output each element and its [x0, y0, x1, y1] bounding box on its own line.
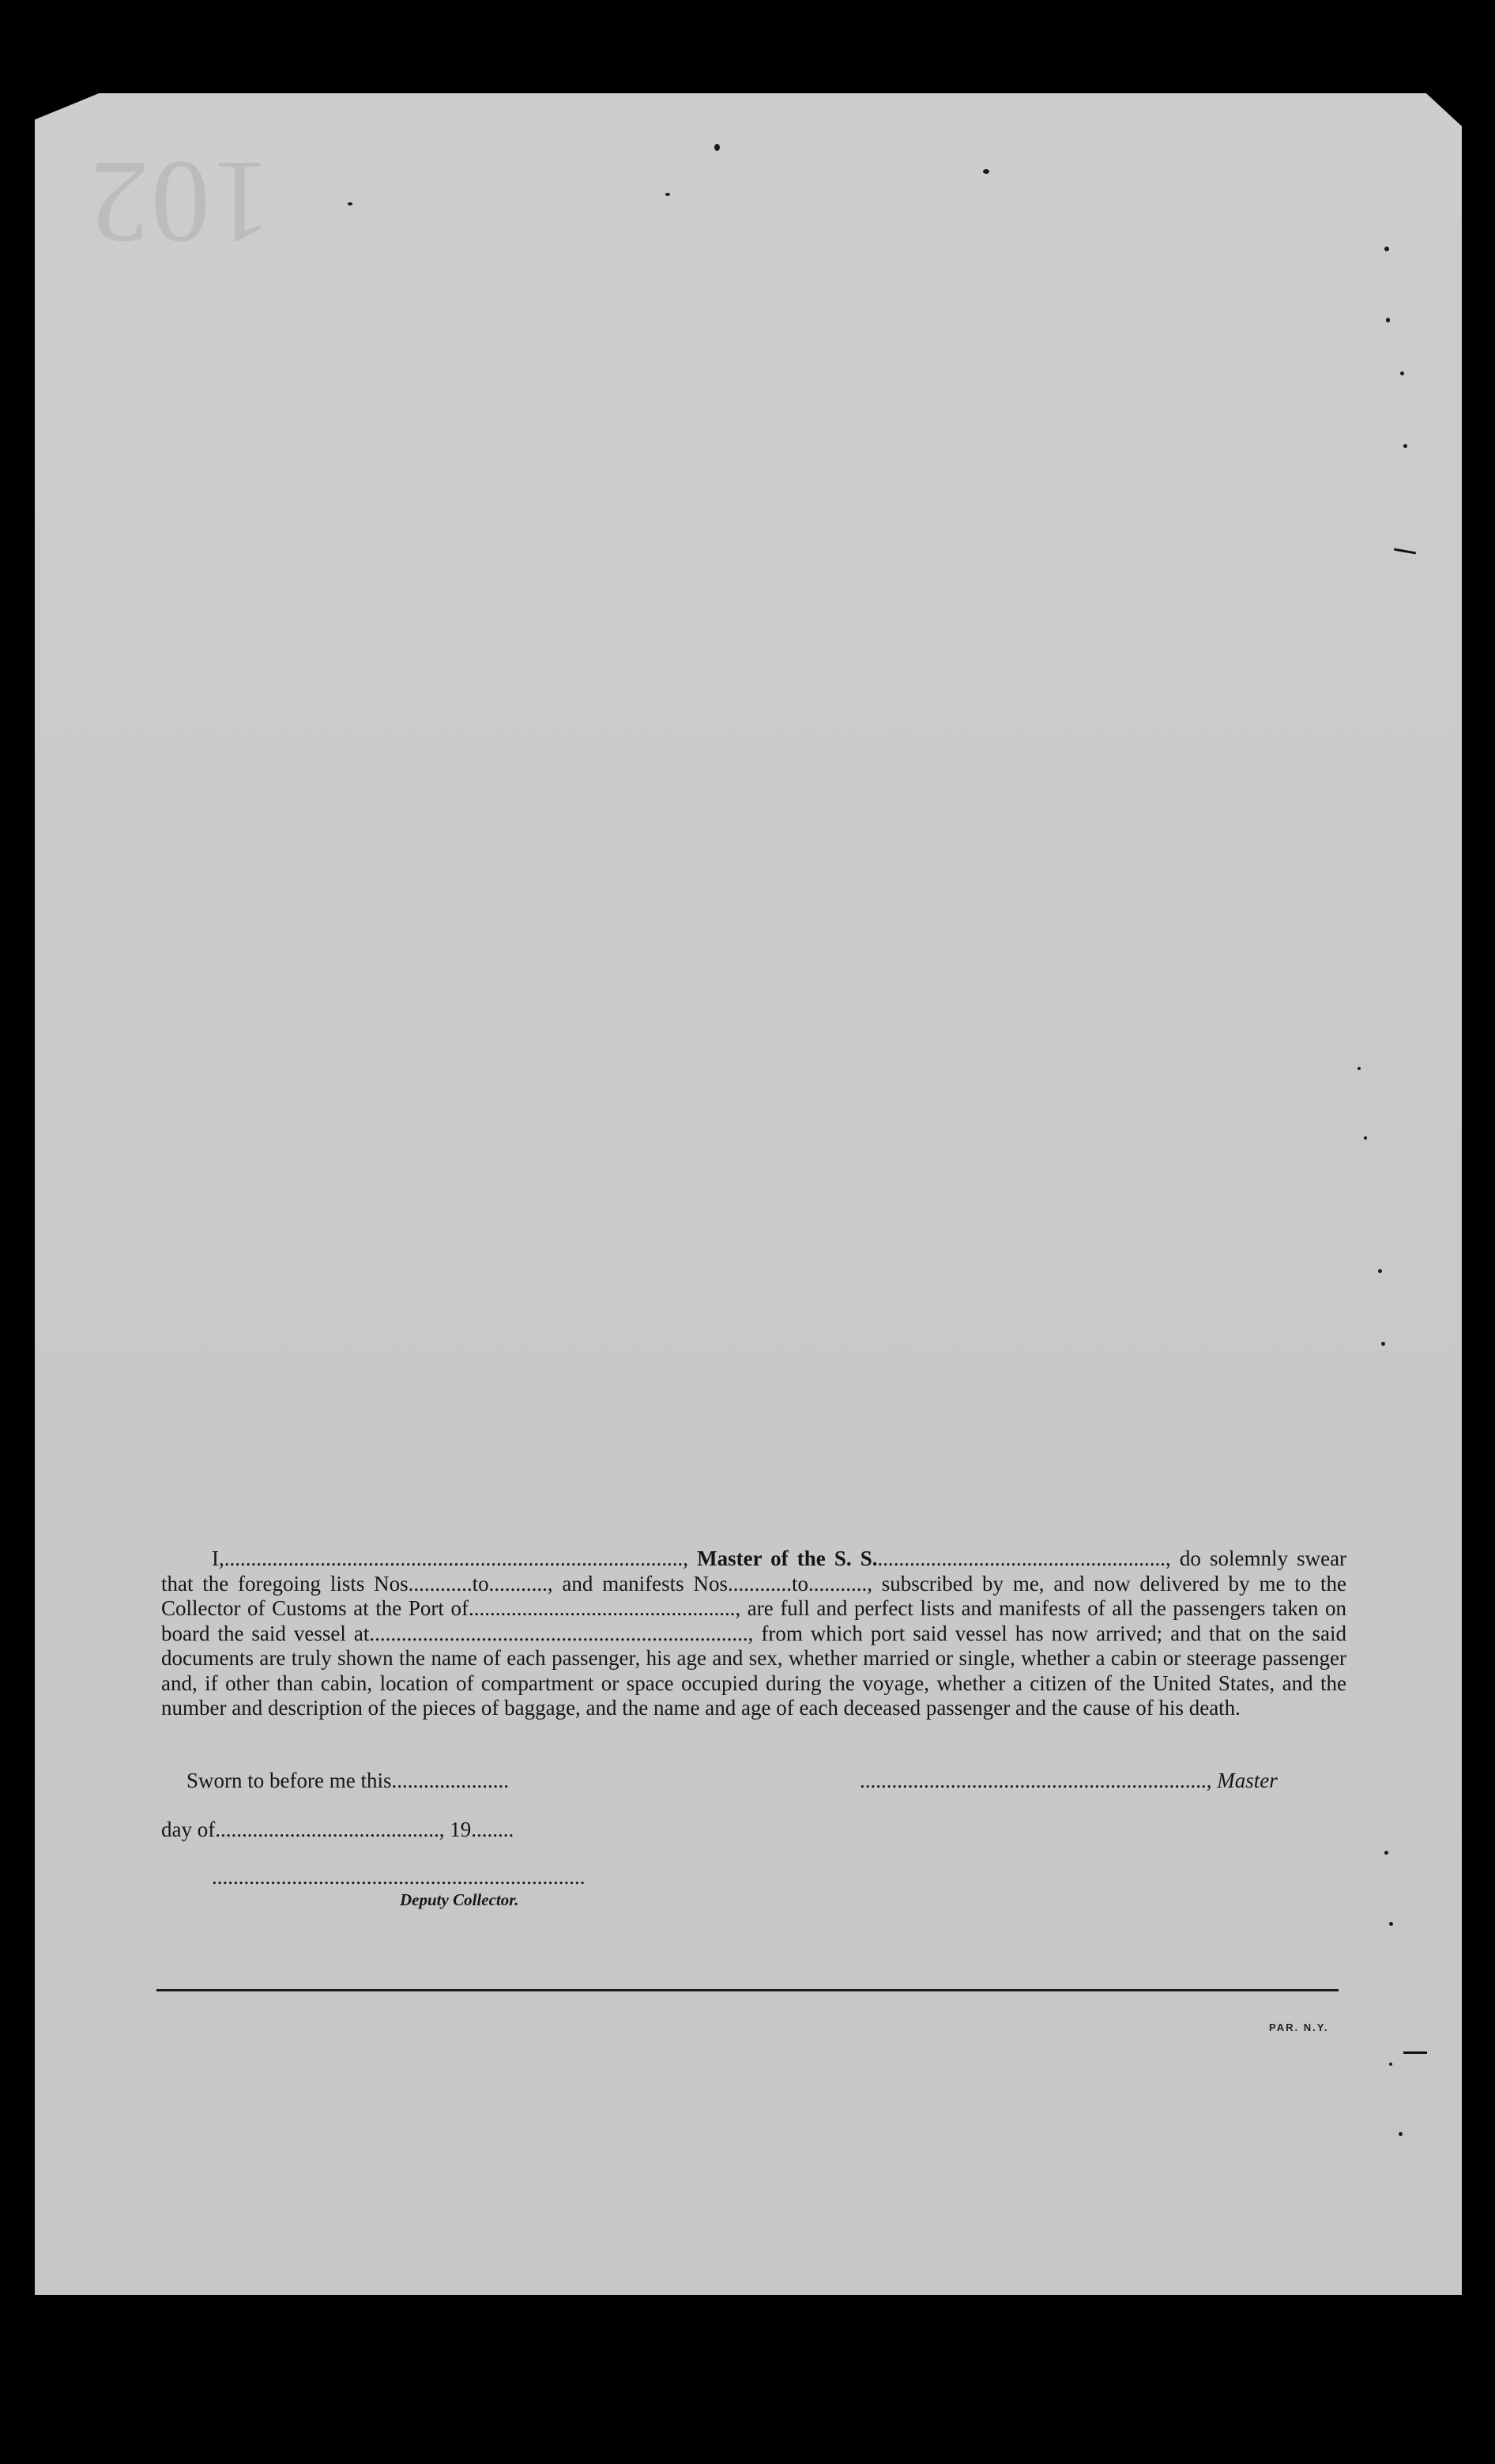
bleed-through-page-number: 102 [88, 137, 271, 268]
master-of-ss-label: Master of the S. S. [697, 1547, 878, 1570]
ink-speck [1364, 1136, 1367, 1140]
sworn-before-line: Sworn to before me this...................... [186, 1769, 509, 1792]
ship-name-dots: ......................................................, [877, 1547, 1171, 1570]
edge-mark [1403, 2051, 1427, 2054]
ink-speck [1389, 2063, 1392, 2066]
do-solemnly: do solemnly [1179, 1547, 1288, 1570]
ink-speck [348, 202, 352, 205]
master-signature-line [860, 1769, 1278, 1793]
document-page [35, 93, 1462, 2295]
printer-imprint: PAR. N.Y. [1269, 2021, 1329, 2033]
oath-first-line [161, 1547, 1346, 1721]
ink-speck [1378, 1269, 1382, 1273]
ink-speck [1386, 318, 1390, 322]
deputy-signature-dots: ...................................................................... [212, 1865, 586, 1889]
ink-speck [665, 193, 670, 196]
ink-speck [1384, 247, 1389, 251]
ink-speck [1381, 1342, 1385, 1346]
ink-speck [983, 169, 989, 174]
day-of-line: day of.........................................., 19........ [161, 1818, 514, 1841]
ink-speck [1399, 2132, 1403, 2136]
horizontal-rule [156, 1989, 1339, 1991]
ink-speck [1400, 371, 1404, 375]
oath-paragraph [161, 1547, 1346, 1721]
oath-i: I, [212, 1547, 224, 1570]
master-name-dots: ......................................................................................, [224, 1547, 688, 1570]
oath-body-1: swear that the foregoing lists Nos............to..........., and manifests Nos............to..........., subscribed by me, and now delivered by me to the Collector of Customs at the Port of.................................................., are full and perfect lists and manifests of all the passengers taken on board the said vessel at......................................................................., [161, 1547, 1347, 1645]
deputy-collector-label: Deputy Collector. [400, 1890, 519, 1909]
ink-speck [1358, 1067, 1361, 1070]
master-signature-dots: ................................................................., [860, 1769, 1212, 1792]
ink-speck [1389, 1922, 1393, 1926]
ink-speck [1403, 444, 1407, 448]
master-label: Master [1217, 1769, 1278, 1792]
oath-body-2: from which port said vessel has now arrived; and that on the said documents are truly shown the name of each passenger, his age and sex, whether married or single, whether a cabin or steerage passenger and, if other than cabin, location of compartment or space occupied during the voyage, whether a citizen of the United States, and the number and description of the pieces of baggage, and the name and age of each deceased passenger and the cause of his death. [161, 1621, 1346, 1720]
ink-speck [1384, 1851, 1388, 1855]
ink-speck [714, 144, 720, 151]
